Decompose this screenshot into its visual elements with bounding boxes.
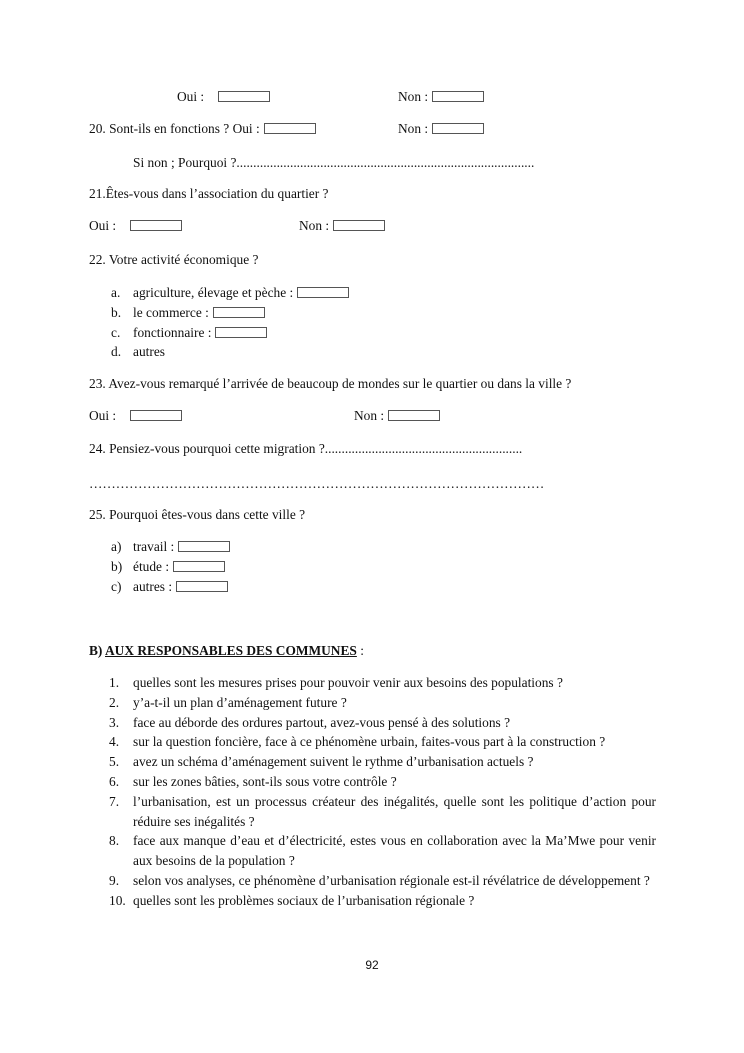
q20-si-non: Si non ; Pourquoi ?......................................................................................... (133, 155, 535, 170)
option-checkbox[interactable] (173, 561, 225, 572)
section-b-suffix: : (356, 643, 364, 658)
q19-oui-label: Oui : (177, 89, 205, 104)
option-label: agriculture, élevage et pèche : (133, 285, 294, 300)
option-marker: b) (111, 558, 123, 574)
option-label: le commerce : (133, 304, 209, 320)
item-text: y’a-t-il un plan d’aménagement future ? (133, 694, 347, 710)
q21-question: 21.Êtes-vous dans l’association du quartier ? (89, 186, 329, 201)
item-text: l’urbanisation, est un processus créateur des inégalités, quelle sont les politique d’action pour réduire ses inégalités ? (133, 793, 656, 829)
q22-question: 22. Votre activité économique ? (89, 252, 259, 267)
item-text: avez un schéma d’aménagement suivent le rythme d’urbanisation actuels ? (133, 754, 534, 770)
option-row (133, 323, 267, 343)
option-label: travail : (133, 539, 175, 554)
item-text: selon vos analyses, ce phénomène d’urbanisation régionale est-il révélatrice de développement ? (133, 872, 650, 888)
option-label: autres (133, 344, 165, 360)
section-b-title: AUX RESPONSABLES DES COMMUNES (105, 643, 357, 658)
option-marker: b. (111, 304, 122, 320)
list-item (109, 693, 656, 713)
item-number: 6. (109, 773, 120, 789)
list-item (109, 831, 656, 871)
q19-oui-row (177, 89, 270, 105)
q23-oui-label: Oui : (89, 408, 117, 423)
option-checkbox[interactable] (178, 541, 230, 552)
item-number: 5. (109, 754, 120, 770)
q19-non-label: Non : (398, 89, 429, 104)
item-number: 10. (109, 892, 126, 908)
option-marker: c) (111, 578, 122, 594)
q24-answer-line: ………………………………………………………………………………………… (89, 476, 545, 491)
item-number: 1. (109, 675, 120, 690)
option-label: étude : (133, 558, 170, 574)
q23-non-checkbox[interactable] (388, 410, 440, 421)
list-item (111, 283, 294, 303)
option-checkbox[interactable] (215, 327, 267, 338)
option-row (133, 557, 225, 577)
item-text: sur les zones bâties, sont-ils sous votre contrôle ? (133, 773, 397, 789)
option-checkbox[interactable] (176, 581, 228, 592)
q23-question: 23. Avez-vous remarqué l’arrivée de beaucoup de mondes sur le quartier ou dans la ville ? (89, 376, 572, 391)
option-row (133, 537, 230, 557)
q23-non-label: Non : (354, 408, 385, 423)
q21-oui-label: Oui : (89, 218, 117, 233)
option-row (133, 303, 265, 323)
section-b-heading (89, 643, 364, 659)
list-item (109, 732, 656, 752)
option-marker: c. (111, 324, 121, 340)
item-number: 7. (109, 793, 120, 809)
item-text: quelles sont les problèmes sociaux de l’urbanisation régionale ? (133, 892, 475, 908)
option-label: autres : (133, 578, 173, 594)
q23-non-row (354, 408, 440, 424)
q22-options (111, 283, 294, 362)
q23-oui-row (89, 408, 182, 424)
item-text: face au déborde des ordures partout, avez-vous pensé à des solutions ? (133, 714, 511, 730)
list-item (109, 713, 656, 733)
q21-oui-checkbox[interactable] (130, 220, 182, 231)
list-item (111, 537, 175, 557)
q21-oui-row (89, 218, 182, 234)
list-item (109, 772, 656, 792)
list-item (109, 891, 656, 911)
list-item (111, 342, 165, 362)
option-marker: a. (111, 285, 121, 300)
section-b-prefix: B) (89, 643, 105, 658)
page-number: 92 (365, 958, 379, 972)
option-marker: d. (111, 344, 122, 360)
q21-non-label: Non : (299, 218, 330, 233)
q25-question: 25. Pourquoi êtes-vous dans cette ville ? (89, 507, 306, 522)
q23-oui-checkbox[interactable] (130, 410, 182, 421)
option-checkbox[interactable] (297, 287, 349, 298)
q24-question: 24. Pensiez-vous pourquoi cette migration ?........................................................... (89, 441, 523, 456)
option-marker: a) (111, 539, 122, 554)
item-number: 4. (109, 734, 120, 750)
q21-non-checkbox[interactable] (333, 220, 385, 231)
option-label: fonctionnaire : (133, 324, 212, 340)
q19-non-row (398, 89, 484, 105)
list-item (109, 752, 656, 772)
item-number: 9. (109, 872, 120, 888)
list-item (111, 577, 173, 597)
list-item (109, 871, 656, 891)
option-checkbox[interactable] (213, 307, 265, 318)
q25-options (111, 537, 175, 596)
list-item (111, 323, 212, 343)
item-number: 2. (109, 694, 120, 710)
list-item (109, 673, 656, 693)
option-row (133, 283, 349, 303)
item-text: face aux manque d’eau et d’électricité, estes vous en collaboration avec la Ma’Mwe pour venir aux besoins de la population ? (133, 833, 656, 869)
q20-row (89, 121, 316, 137)
q21-non-row (299, 218, 385, 234)
item-number: 8. (109, 833, 120, 849)
item-text: quelles sont les mesures prises pour pouvoir venir aux besoins des populations ? (133, 675, 563, 690)
q20-non-checkbox[interactable] (432, 123, 484, 134)
q19-oui-checkbox[interactable] (218, 91, 270, 102)
item-text: sur la question foncière, face à ce phénomène urbain, faites-vous part à la construction ? (133, 734, 606, 750)
item-number: 3. (109, 714, 120, 730)
q20-question: 20. Sont-ils en fonctions ? Oui : (89, 121, 260, 136)
option-row (133, 577, 228, 597)
q20-non-label: Non : (398, 121, 429, 136)
q20-non-row (398, 121, 484, 137)
list-item (111, 303, 209, 323)
list-item (109, 792, 656, 832)
q19-non-checkbox[interactable] (432, 91, 484, 102)
list-item (111, 557, 170, 577)
q20-oui-checkbox[interactable] (264, 123, 316, 134)
section-b-questions (109, 673, 656, 911)
